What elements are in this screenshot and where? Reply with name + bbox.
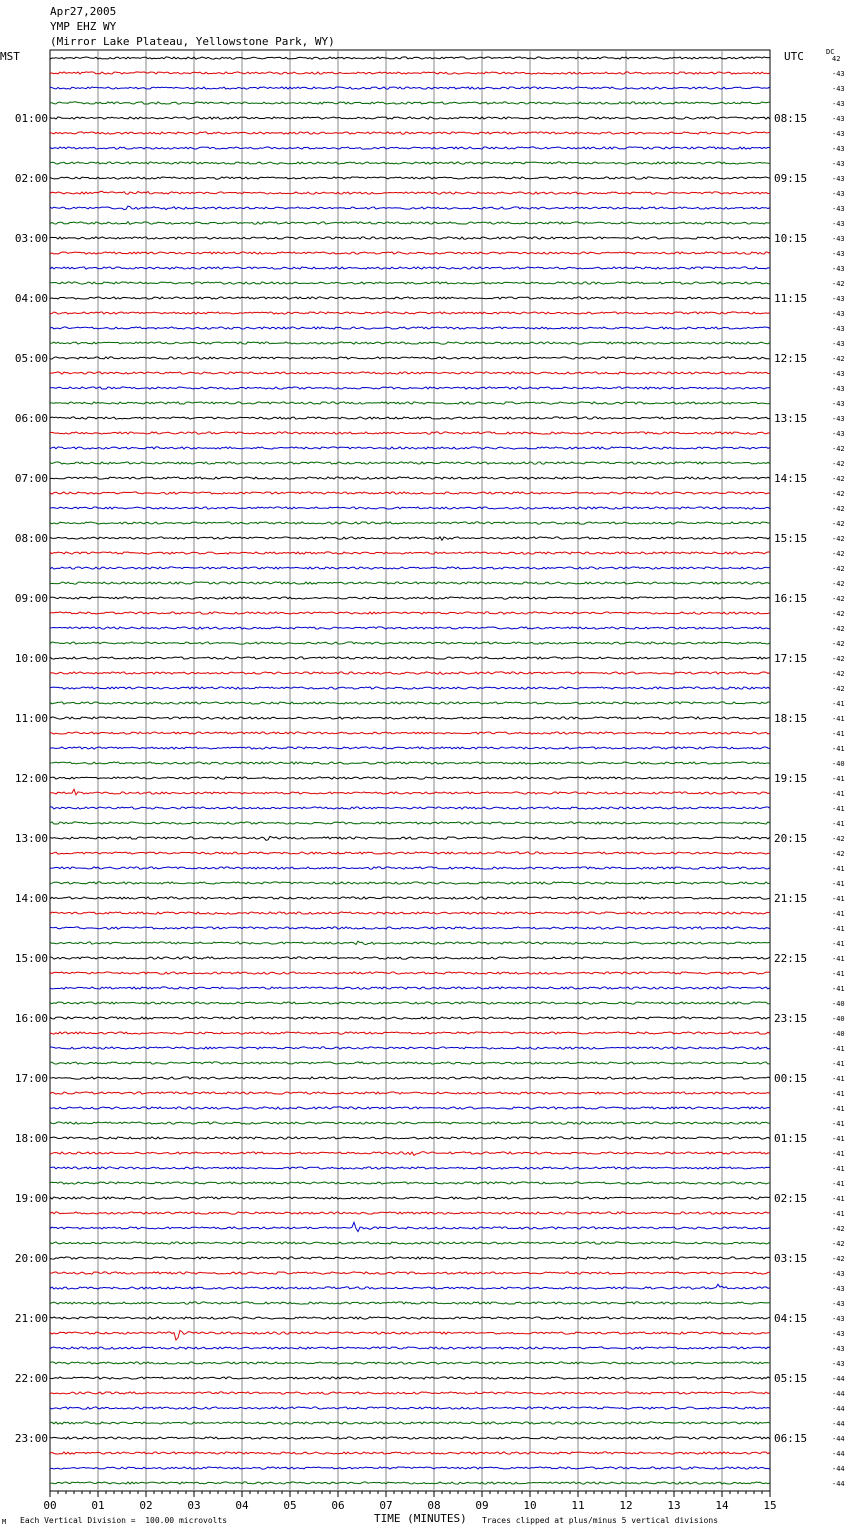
- dc-offset-value: -42: [832, 490, 845, 498]
- seismic-trace: [50, 807, 770, 809]
- dc-offset-value: -43: [832, 340, 845, 348]
- mst-hour-label: 10:00: [14, 652, 48, 665]
- dc-offset-value: -42: [832, 670, 845, 678]
- seismic-trace: [50, 282, 770, 284]
- seismic-trace: [50, 206, 770, 210]
- dc-offset-value: -43: [832, 100, 845, 108]
- mst-hour-label: 02:00: [14, 172, 48, 185]
- dc-offset-value: -41: [832, 925, 845, 933]
- seismic-trace: [50, 342, 770, 344]
- dc-offset-value: -42: [832, 505, 845, 513]
- x-tick-label: 11: [571, 1499, 585, 1512]
- x-tick-label: 14: [715, 1499, 729, 1512]
- dc-offset-value: -44: [832, 1435, 845, 1443]
- dc-offset-value: -43: [832, 1330, 845, 1338]
- seismic-trace: [50, 552, 770, 554]
- dc-offset-value: -41: [832, 1120, 845, 1128]
- seismic-trace: [50, 972, 770, 974]
- dc-offset-value: -43: [832, 130, 845, 138]
- dc-offset-value: -43: [832, 385, 845, 393]
- seismic-trace: [50, 1362, 770, 1364]
- dc-offset-value: -42: [832, 535, 845, 543]
- x-tick-label: 00: [43, 1499, 57, 1512]
- x-tick-label: 03: [187, 1499, 201, 1512]
- utc-hour-label: 01:15: [774, 1132, 808, 1145]
- dc-offset-value: -42: [832, 610, 845, 618]
- dc-offset-value: -44: [832, 1390, 845, 1398]
- utc-hour-label: 23:15: [774, 1012, 808, 1025]
- x-tick-label: 10: [523, 1499, 537, 1512]
- seismic-trace: [50, 1152, 770, 1156]
- seismic-trace: [50, 327, 770, 329]
- dc-offset-value: -41: [832, 730, 845, 738]
- dc-offset-value: -40: [832, 760, 845, 768]
- seismic-trace: [50, 297, 770, 299]
- seismic-trace: [50, 177, 770, 179]
- seismic-trace: [50, 1167, 770, 1169]
- dc-offset-value: -42: [832, 580, 845, 588]
- seismic-trace: [50, 1017, 770, 1019]
- seismic-trace: [50, 417, 770, 419]
- mst-hour-label: 07:00: [14, 472, 48, 485]
- seismic-trace: [50, 507, 770, 509]
- seismic-trace: [50, 957, 770, 959]
- seismic-trace: [50, 372, 770, 374]
- seismic-trace: [50, 582, 770, 584]
- seismic-trace: [50, 1107, 770, 1109]
- dc-offset-value: -43: [832, 235, 845, 243]
- seismic-trace: [50, 612, 770, 614]
- dc-offset-value: -41: [832, 700, 845, 708]
- seismic-trace: [50, 252, 770, 254]
- dc-offset-value: -41: [832, 1090, 845, 1098]
- seismic-trace: [50, 162, 770, 164]
- dc-offset-value: -41: [832, 1165, 845, 1173]
- dc-offset-value: -43: [832, 160, 845, 168]
- seismic-trace: [50, 882, 770, 884]
- seismic-trace: [50, 987, 770, 989]
- seismic-trace: [50, 117, 770, 119]
- dc-offset-value: -42: [832, 850, 845, 858]
- dc-offset-value: -41: [832, 745, 845, 753]
- dc-offset-value: -41: [832, 1195, 845, 1203]
- seismic-trace: [50, 87, 770, 89]
- dc-offset-value: -44: [832, 1375, 845, 1383]
- vertical-scale-note: Each Vertical Division = 100.00 microvolts: [20, 1516, 228, 1525]
- x-tick-label: 02: [139, 1499, 153, 1512]
- mst-hour-label: 14:00: [14, 892, 48, 905]
- utc-hour-label: 02:15: [774, 1192, 808, 1205]
- seismic-trace: [50, 867, 770, 869]
- utc-hour-label: 08:15: [774, 112, 808, 125]
- plot-frame: [50, 50, 770, 1491]
- seismic-trace: [50, 1092, 770, 1094]
- mst-hour-label: 12:00: [14, 772, 48, 785]
- plot-date: Apr27,2005: [50, 5, 117, 18]
- seismic-trace: [50, 1137, 770, 1139]
- seismic-trace: [50, 777, 770, 779]
- mst-hour-label: 03:00: [14, 232, 48, 245]
- dc-offset-value: -43: [832, 1270, 845, 1278]
- dc-offset-value: -41: [832, 1075, 845, 1083]
- dc-offset-value: -41: [832, 985, 845, 993]
- seismic-trace: [50, 1077, 770, 1079]
- seismic-trace: [50, 822, 770, 824]
- seismic-trace: [50, 102, 770, 104]
- seismic-trace: [50, 1331, 770, 1341]
- seismic-trace: [50, 762, 770, 764]
- utc-hour-label: 06:15: [774, 1432, 808, 1445]
- seismic-trace: [50, 57, 770, 59]
- seismic-trace: [50, 1197, 770, 1199]
- utc-hour-label: 19:15: [774, 772, 808, 785]
- seismic-trace: [50, 432, 770, 434]
- dc-offset-value: -41: [832, 940, 845, 948]
- seismic-trace: [50, 1407, 770, 1409]
- mst-hour-label: 15:00: [14, 952, 48, 965]
- dc-offset-value: -43: [832, 115, 845, 123]
- dc-offset-value: -42: [832, 835, 845, 843]
- dc-offset-value: -41: [832, 1045, 845, 1053]
- dc-offset-value: -41: [832, 1150, 845, 1158]
- x-tick-label: 15: [763, 1499, 777, 1512]
- dc-offset-value: -43: [832, 250, 845, 258]
- dc-offset-value: -42: [832, 445, 845, 453]
- dc-offset-value: -43: [832, 1315, 845, 1323]
- seismic-trace: [50, 912, 770, 914]
- left-timezone-label: MST: [0, 50, 20, 63]
- seismic-trace: [50, 897, 770, 899]
- utc-hour-label: 16:15: [774, 592, 808, 605]
- corner-mark: M: [2, 1518, 7, 1526]
- utc-hour-label: 21:15: [774, 892, 808, 905]
- dc-offset-value: -41: [832, 910, 845, 918]
- seismic-trace: [50, 717, 770, 719]
- seismic-trace: [50, 462, 770, 464]
- seismic-trace: [50, 1392, 770, 1394]
- utc-hour-label: 12:15: [774, 352, 808, 365]
- dc-offset-value: -41: [832, 820, 845, 828]
- x-tick-label: 08: [427, 1499, 441, 1512]
- dc-offset-value: -41: [832, 1210, 845, 1218]
- seismic-trace: [50, 522, 770, 524]
- utc-hour-label: 14:15: [774, 472, 808, 485]
- dc-offset-value: -43: [832, 85, 845, 93]
- utc-hour-label: 04:15: [774, 1312, 808, 1325]
- dc-offset-value: -41: [832, 790, 845, 798]
- seismic-trace: [50, 402, 770, 404]
- mst-hour-label: 18:00: [14, 1132, 48, 1145]
- utc-hour-label: 05:15: [774, 1372, 808, 1385]
- seismic-trace: [50, 1047, 770, 1049]
- seismic-trace: [50, 672, 770, 674]
- utc-hour-label: 18:15: [774, 712, 808, 725]
- seismic-trace: [50, 1422, 770, 1424]
- dc-offset-header: DC: [826, 48, 835, 56]
- x-axis-label: TIME (MINUTES): [374, 1512, 467, 1525]
- seismic-trace: [50, 1452, 770, 1454]
- mst-hour-label: 06:00: [14, 412, 48, 425]
- dc-offset-value: -44: [832, 1450, 845, 1458]
- seismic-trace: [50, 387, 770, 389]
- dc-offset-value: -43: [832, 430, 845, 438]
- dc-offset-value: -41: [832, 1135, 845, 1143]
- seismic-trace: [50, 627, 770, 629]
- dc-offset-value: -42: [832, 550, 845, 558]
- seismic-trace: [50, 267, 770, 269]
- mst-hour-label: 04:00: [14, 292, 48, 305]
- utc-hour-label: 17:15: [774, 652, 808, 665]
- utc-hour-label: 15:15: [774, 532, 808, 545]
- seismic-trace: [50, 132, 770, 134]
- seismic-trace: [50, 1284, 770, 1289]
- dc-offset-value: -41: [832, 865, 845, 873]
- utc-hour-label: 03:15: [774, 1252, 808, 1265]
- dc-offset-value: -41: [832, 1060, 845, 1068]
- x-tick-label: 09: [475, 1499, 489, 1512]
- dc-offset-value: -42: [832, 280, 845, 288]
- seismic-trace: [50, 1222, 770, 1231]
- dc-offset-value: -42: [832, 685, 845, 693]
- x-tick-label: 06: [331, 1499, 345, 1512]
- clipping-note: Traces clipped at plus/minus 5 vertical divisions: [482, 1516, 719, 1525]
- dc-offset-value: -43: [832, 415, 845, 423]
- dc-offset-value: -44: [832, 1465, 845, 1473]
- seismic-trace: [50, 1347, 770, 1349]
- seismic-trace: [50, 1242, 770, 1244]
- x-tick-label: 04: [235, 1499, 249, 1512]
- seismic-trace: [50, 687, 770, 689]
- seismic-trace: [50, 836, 770, 840]
- seismic-trace: [50, 642, 770, 644]
- utc-hour-label: 22:15: [774, 952, 808, 965]
- seismic-trace: [50, 477, 770, 479]
- dc-offset-value: -43: [832, 310, 845, 318]
- x-tick-label: 12: [619, 1499, 633, 1512]
- dc-offset-value: -43: [832, 325, 845, 333]
- seismic-trace: [50, 1212, 770, 1214]
- dc-offset-value: -43: [832, 145, 845, 153]
- mst-hour-label: 01:00: [14, 112, 48, 125]
- seismic-trace: [50, 852, 770, 854]
- dc-offset-value: -43: [832, 220, 845, 228]
- dc-offset-value: -42: [832, 355, 845, 363]
- seismic-trace: [50, 657, 770, 659]
- x-tick-label: 13: [667, 1499, 681, 1512]
- dc-offset-value: -40: [832, 1000, 845, 1008]
- dc-offset-value: -43: [832, 1300, 845, 1308]
- seismic-trace: [50, 447, 770, 449]
- mst-hour-label: 05:00: [14, 352, 48, 365]
- dc-offset-value: -43: [832, 190, 845, 198]
- dc-offset-value: -41: [832, 970, 845, 978]
- dc-offset-value: -42: [832, 1225, 845, 1233]
- seismic-trace: [50, 191, 770, 194]
- station-location: (Mirror Lake Plateau, Yellowstone Park, WY): [50, 35, 335, 48]
- seismic-trace: [50, 1122, 770, 1124]
- dc-offset-value: -42: [832, 640, 845, 648]
- seismic-trace: [50, 702, 770, 704]
- dc-offset-value: -41: [832, 805, 845, 813]
- mst-hour-label: 23:00: [14, 1432, 48, 1445]
- mst-hour-label: 08:00: [14, 532, 48, 545]
- seismic-trace: [50, 1437, 770, 1439]
- seismic-trace: [50, 72, 770, 74]
- dc-offset-value: -43: [832, 1360, 845, 1368]
- dc-offset-value: -44: [832, 1420, 845, 1428]
- seismic-trace: [50, 927, 770, 930]
- utc-hour-label: 13:15: [774, 412, 808, 425]
- dc-offset-value: -42: [832, 1240, 845, 1248]
- dc-offset-value: -43: [832, 1285, 845, 1293]
- dc-offset-value: -44: [832, 1480, 845, 1488]
- seismic-trace: [50, 567, 770, 569]
- dc-offset-value: 42: [832, 55, 841, 63]
- mst-hour-label: 19:00: [14, 1192, 48, 1205]
- right-timezone-label: UTC: [784, 50, 804, 63]
- seismic-trace: [50, 1032, 770, 1034]
- seismic-trace: [50, 747, 770, 749]
- seismic-trace: [50, 1317, 770, 1319]
- seismic-trace: [50, 1377, 770, 1379]
- dc-offset-value: -42: [832, 655, 845, 663]
- x-tick-label: 05: [283, 1499, 297, 1512]
- dc-offset-value: -43: [832, 295, 845, 303]
- seismic-trace: [50, 237, 770, 239]
- seismic-trace: [50, 537, 770, 541]
- mst-hour-label: 17:00: [14, 1072, 48, 1085]
- seismic-trace: [50, 1482, 770, 1484]
- seismic-trace: [50, 312, 770, 314]
- dc-offset-value: -41: [832, 1105, 845, 1113]
- dc-offset-value: -43: [832, 400, 845, 408]
- seismic-trace: [50, 789, 770, 795]
- seismic-trace: [50, 357, 770, 359]
- station-id: YMP EHZ WY: [50, 20, 117, 33]
- dc-offset-value: -41: [832, 775, 845, 783]
- dc-offset-value: -43: [832, 1345, 845, 1353]
- seismic-trace: [50, 147, 770, 149]
- dc-offset-value: -43: [832, 370, 845, 378]
- seismic-trace: [50, 1182, 770, 1184]
- dc-offset-value: -41: [832, 895, 845, 903]
- seismic-trace: [50, 222, 770, 225]
- mst-hour-label: 11:00: [14, 712, 48, 725]
- dc-offset-value: -42: [832, 565, 845, 573]
- utc-hour-label: 20:15: [774, 832, 808, 845]
- dc-offset-value: -44: [832, 1405, 845, 1413]
- dc-offset-value: -43: [832, 175, 845, 183]
- x-tick-label: 07: [379, 1499, 393, 1512]
- seismic-trace: [50, 1062, 770, 1064]
- seismic-trace: [50, 1272, 770, 1274]
- seismic-trace: [50, 1257, 770, 1259]
- seismic-trace: [50, 1302, 770, 1304]
- seismic-trace: [50, 1002, 770, 1004]
- mst-hour-label: 21:00: [14, 1312, 48, 1325]
- dc-offset-value: -43: [832, 265, 845, 273]
- seismic-trace: [50, 941, 770, 945]
- dc-offset-value: -42: [832, 595, 845, 603]
- dc-offset-value: -43: [832, 70, 845, 78]
- mst-hour-label: 20:00: [14, 1252, 48, 1265]
- seismic-trace: [50, 1467, 770, 1469]
- utc-hour-label: 09:15: [774, 172, 808, 185]
- dc-offset-value: -43: [832, 205, 845, 213]
- mst-hour-label: 16:00: [14, 1012, 48, 1025]
- mst-hour-label: 22:00: [14, 1372, 48, 1385]
- dc-offset-value: -41: [832, 880, 845, 888]
- mst-hour-label: 13:00: [14, 832, 48, 845]
- utc-hour-label: 11:15: [774, 292, 808, 305]
- dc-offset-value: -41: [832, 955, 845, 963]
- seismic-trace: [50, 732, 770, 734]
- seismic-trace: [50, 597, 770, 599]
- utc-hour-label: 10:15: [774, 232, 808, 245]
- dc-offset-value: -42: [832, 1255, 845, 1263]
- dc-offset-value: -42: [832, 625, 845, 633]
- dc-offset-value: -40: [832, 1015, 845, 1023]
- mst-hour-label: 09:00: [14, 592, 48, 605]
- seismic-trace: [50, 492, 770, 494]
- dc-offset-value: -40: [832, 1030, 845, 1038]
- utc-hour-label: 00:15: [774, 1072, 808, 1085]
- x-tick-label: 01: [91, 1499, 105, 1512]
- dc-offset-value: -41: [832, 1180, 845, 1188]
- dc-offset-value: -42: [832, 460, 845, 468]
- dc-offset-value: -42: [832, 520, 845, 528]
- dc-offset-value: -41: [832, 715, 845, 723]
- dc-offset-value: -42: [832, 475, 845, 483]
